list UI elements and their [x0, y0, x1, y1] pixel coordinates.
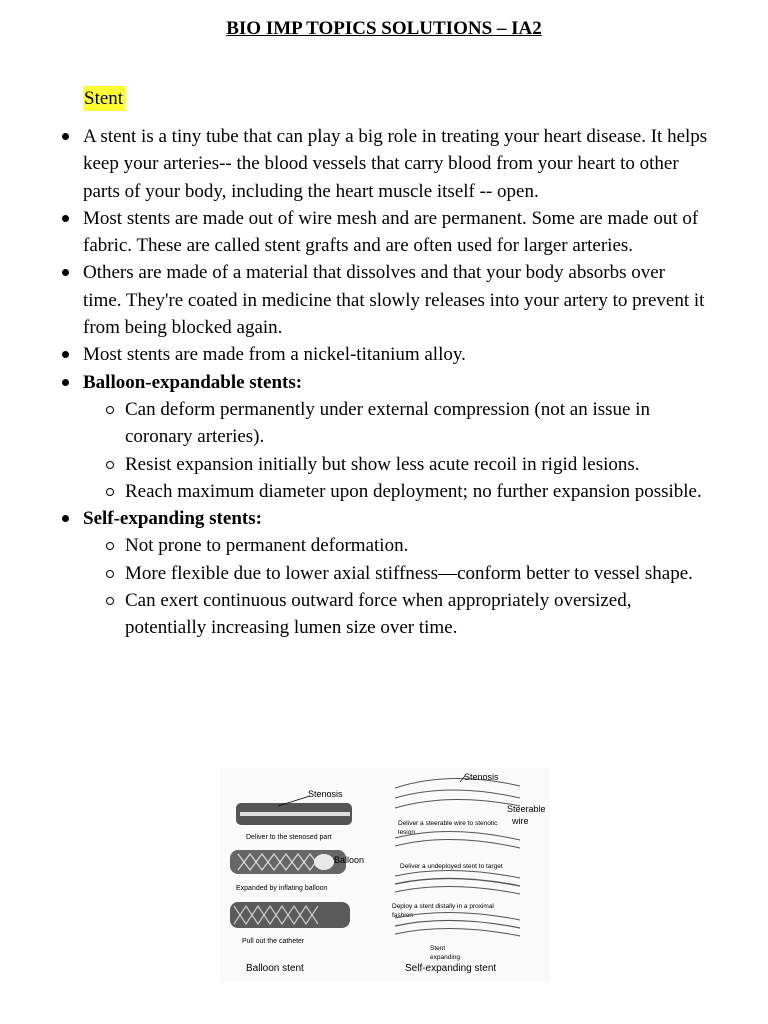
sub-list-item: Not prone to permanent deformation. [83, 532, 708, 559]
section-heading-stent: Stent [84, 88, 124, 109]
balloon-shape [314, 854, 334, 870]
bullet-list [0, 123, 768, 642]
vessel-3 [230, 902, 350, 928]
balloon-step-1: Deliver to the stenosed part [246, 834, 332, 841]
steerable-wire-label: Steerable [507, 804, 546, 814]
stent-label: Stent [430, 945, 446, 952]
stenosis-label-left: Stenosis [308, 789, 343, 799]
list-item: Most stents are made out of wire mesh and are permanent. Some are made out of fabric. These are called stent grafts and are often used for larger arteries. [0, 205, 768, 260]
balloon-stent-caption: Balloon stent [246, 963, 304, 974]
sub-list-item: Reach maximum diameter upon deployment; no further expansion possible. [83, 478, 708, 505]
stent-diagram [220, 768, 550, 983]
balloon-stents-heading: Balloon-expandable stents: [83, 371, 303, 393]
list-item: Others are made of a material that dissolves and that your body absorbs over time. They're coated in medicine that slowly releases into your artery to prevent it from being blocked again. [0, 259, 768, 341]
list-item: Most stents are made from a nickel-titanium alloy. [0, 341, 768, 368]
self-step-3b: fashion [392, 912, 413, 919]
balloon-step-3: Pull out the catheter [242, 938, 305, 945]
sub-list-item: Can exert continuous outward force when appropriately oversized, potentially increasing lumen size over time. [83, 587, 708, 642]
stent-deployment-figure [220, 768, 550, 983]
steerable-wire-label-2: wire [512, 816, 529, 826]
sub-list-item: Can deform permanently under external compression (not an issue in coronary arteries). [83, 396, 708, 451]
self-step-1: Deliver a steerable wire to stenotic [398, 820, 498, 827]
balloon-sub-list [83, 396, 708, 505]
self-expanding-stents-heading: Self-expanding stents: [83, 508, 262, 530]
self-step-2: Deliver a undeployed stent to target [400, 863, 503, 870]
balloon-step-2: Expanded by inflating balloon [236, 885, 328, 892]
catheter-1 [240, 812, 350, 816]
list-item: A stent is a tiny tube that can play a big role in treating your heart disease. It helps keep your arteries-- the blood vessels that carry blood from your heart to other parts of your body, including the heart muscle itself -- open. [0, 123, 768, 205]
stenosis-label-right: Stenosis [464, 772, 499, 782]
sub-list-item: More flexible due to lower axial stiffness—conform better to vessel shape. [83, 560, 708, 587]
expanding-label: expanding [430, 954, 460, 961]
self-expanding-sub-list [83, 532, 708, 641]
document-body [0, 123, 768, 642]
self-expanding-stent-caption: Self-expanding stent [405, 963, 497, 974]
self-expanding-stents-item [0, 505, 768, 641]
balloon-stents-item [0, 369, 768, 505]
self-step-3: Deploy a stent distally in a proximal [392, 903, 494, 910]
balloon-label: Balloon [334, 855, 365, 865]
self-step-1b: lesion [398, 829, 415, 836]
document-title: BIO IMP TOPICS SOLUTIONS – IA2 [226, 18, 542, 39]
sub-list-item: Resist expansion initially but show less acute recoil in rigid lesions. [83, 451, 708, 478]
